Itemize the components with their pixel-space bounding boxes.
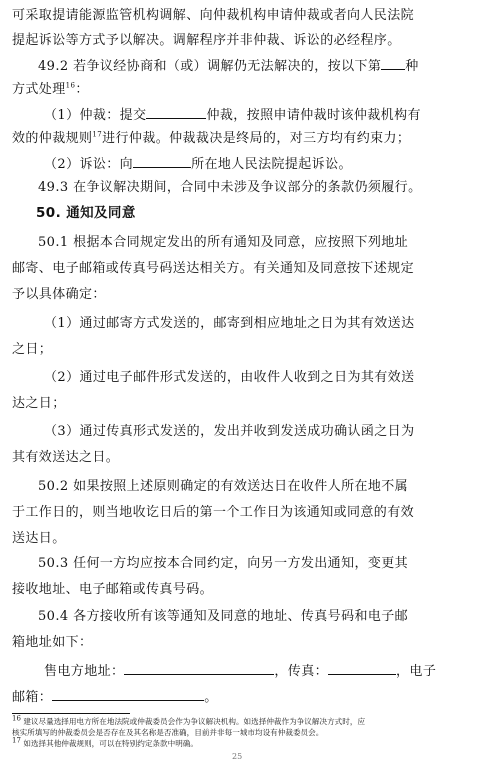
footnote-mark: 17 [12, 736, 21, 745]
clause-49-2-cont [12, 82, 468, 98]
footnote-ref[interactable]: 16 [65, 81, 76, 90]
footnote-ref[interactable]: 17 [92, 130, 103, 139]
address-field[interactable] [124, 662, 274, 675]
paragraph-line: 送达日。 [12, 531, 66, 546]
option-text: （1）仲裁：提交 [44, 108, 147, 123]
option-litigation [44, 155, 479, 173]
list-item: （1）通过邮寄方式发送的，邮寄到相应地址之日为其有效送达 [44, 316, 415, 331]
list-item-cont: 达之日； [12, 396, 66, 411]
clause-text: 49.2 若争议经协商和（或）调解仍无法解决的，按以下第 [38, 59, 382, 74]
option-text: 所在地人民法院提起诉讼。 [191, 157, 352, 172]
email-label: ，电子 [396, 664, 437, 679]
footnote-text: 建议尽量选择用电方所在地法院或仲裁委员会作为争议解决机构。如选择仲裁作为争议解决方式时，应 [20, 717, 366, 726]
option-arbitration-cont [12, 131, 468, 147]
choice-blank[interactable] [381, 57, 405, 70]
line-end: 。 [204, 690, 218, 705]
paragraph-line: 箱地址如下： [12, 635, 93, 650]
paragraph-line: 50.1 根据本合同规定发出的所有通知及同意，应按照下列地址 [38, 235, 409, 250]
paragraph-line: 提起诉讼等方式予以解决。调解程序并非仲裁、诉讼的必经程序。 [12, 33, 401, 48]
paragraph-line: 可采取提请能源监管机构调解、向仲裁机构申请仲裁或者向人民法院 [12, 8, 415, 23]
footnote-16 [12, 716, 470, 727]
paragraph-line: 邮寄、电子邮箱或传真号码送达相关方。有关通知及同意按下述规定 [12, 261, 415, 276]
contact-line [44, 662, 479, 680]
list-item: （2）通过电子邮件形式发送的，由收件人收到之日为其有效送 [44, 370, 415, 385]
clause-text: 方式处理 [12, 82, 66, 97]
footnote-17 [12, 738, 470, 749]
option-text: 进行仲裁。仲裁裁决是终局的，对三方均有约束力； [102, 131, 411, 146]
paragraph-line: 50.4 各方接收所有该等通知及同意的地址、传真号码和电子邮 [38, 609, 409, 624]
footnote-text: 如选择其他仲裁规则，可以在特别约定条款中明确。 [20, 739, 198, 748]
list-item-cont: 之日； [12, 342, 53, 357]
paragraph-line: 接收地址、电子邮箱或传真号码。 [12, 582, 214, 597]
paragraph-line: 于工作日的，则当地收讫日后的第一个工作日为该通知或同意的有效 [12, 505, 415, 520]
option-text: 效的仲裁规则 [12, 131, 93, 146]
option-text: （2）诉讼：向 [44, 157, 134, 172]
arbitration-institution-blank[interactable] [146, 106, 206, 119]
fax-field[interactable] [328, 662, 396, 675]
list-item-cont: 其有效送达之日。 [12, 450, 120, 465]
email-field[interactable] [52, 688, 204, 701]
contact-line [12, 688, 468, 706]
clause-text: 种 [405, 59, 419, 74]
clause-49-3: 49.3 在争议解决期间，合同中未涉及争议部分的条款仍须履行。 [38, 180, 422, 195]
page-number: 25 [232, 752, 243, 761]
list-item: （3）通过传真形式发送的，发出并收到发送成功确认函之日为 [44, 424, 415, 439]
section-heading-50: 50. 通知及同意 [36, 205, 136, 221]
clause-49-2 [38, 57, 479, 75]
paragraph-line: 50.2 如果按照上述原则确定的有效送达日在收件人所在地不属 [38, 479, 409, 494]
footnote-16-cont: 核实所填写的仲裁委员会是否存在及其名称是否准确，目前并非每一城市均设有仲裁委员会。 [12, 728, 324, 737]
footnote-divider [12, 713, 130, 714]
address-label: 售电方地址： [44, 664, 125, 679]
email-label: 邮箱： [12, 690, 53, 705]
paragraph-line: 予以具体确定： [12, 287, 106, 302]
option-text: 仲裁，按照申请仲裁时该仲裁机构有 [206, 108, 421, 123]
footnote-mark: 16 [12, 714, 21, 723]
option-arbitration [44, 106, 479, 124]
clause-text: ： [75, 82, 89, 97]
court-location-blank[interactable] [133, 155, 191, 168]
fax-label: ，传真： [274, 664, 329, 679]
paragraph-line: 50.3 任何一方均应按本合同约定，向另一方发出通知，变更其 [38, 556, 409, 571]
